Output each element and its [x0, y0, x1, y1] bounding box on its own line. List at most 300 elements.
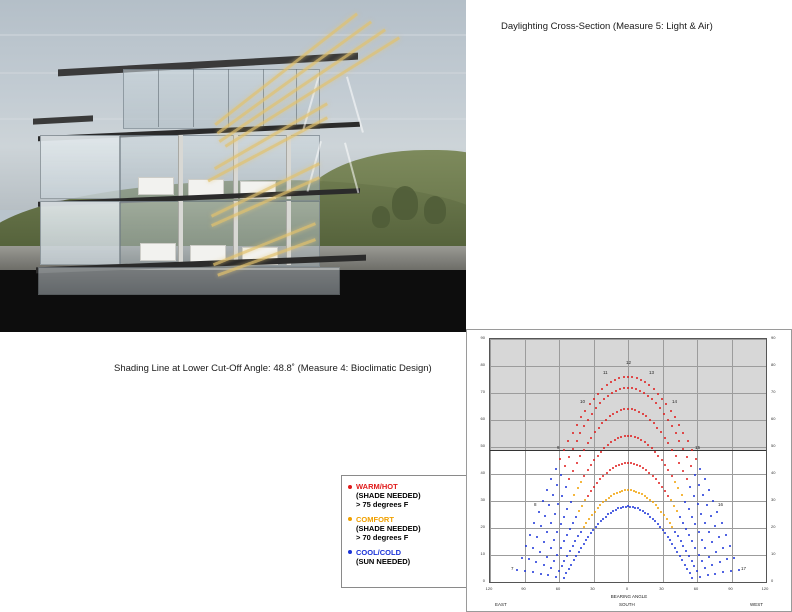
- sun-path-point: [574, 540, 576, 542]
- sun-path-point: [593, 398, 595, 400]
- sun-path-point: [563, 560, 565, 562]
- sun-path-point: [554, 513, 556, 515]
- legend-header: [348, 548, 462, 557]
- sun-path-point: [550, 567, 552, 569]
- sun-path-point: [657, 507, 659, 509]
- sun-path-point: [630, 462, 632, 464]
- sun-path-point: [602, 518, 604, 520]
- sun-path-point: [577, 487, 579, 489]
- sun-path-point: [725, 534, 727, 536]
- legend-header: [348, 515, 462, 524]
- legend-marker-icon: [348, 550, 352, 554]
- sun-path-point: [667, 419, 669, 421]
- sun-path-point: [671, 449, 673, 451]
- sun-path-point: [560, 523, 562, 525]
- sun-path-point: [590, 532, 592, 534]
- sun-path-point: [618, 464, 620, 466]
- gridline-vertical: [490, 339, 491, 582]
- sun-path-point: [681, 559, 683, 561]
- sun-path-point: [714, 573, 716, 575]
- y-tick-label-right: 50: [771, 443, 776, 448]
- sun-path-point: [612, 510, 614, 512]
- sun-path-point: [621, 463, 623, 465]
- sun-path-point: [711, 564, 713, 566]
- sun-path-point: [616, 411, 618, 413]
- sun-path-point: [699, 468, 701, 470]
- sun-path-point: [667, 495, 669, 497]
- sun-path-point: [568, 456, 570, 458]
- sun-path-point: [722, 571, 724, 573]
- y-tick-label-right: 90: [771, 335, 776, 340]
- legend-title: COOL/COLD: [356, 547, 401, 557]
- sun-path-point: [649, 419, 651, 421]
- sun-path-point: [716, 511, 718, 513]
- sun-path-point: [533, 522, 535, 524]
- sun-path-point: [624, 462, 626, 464]
- sky-streak: [0, 34, 466, 36]
- sun-path-point: [733, 557, 735, 559]
- sun-path-point: [543, 541, 545, 543]
- sun-path-point: [679, 555, 681, 557]
- sun-path-point: [570, 564, 572, 566]
- hour-label: 16: [718, 502, 724, 508]
- sun-path-point: [691, 560, 693, 562]
- legend: [341, 475, 468, 588]
- sun-path-point: [704, 567, 706, 569]
- sun-path-point: [613, 493, 615, 495]
- sun-path-point: [674, 481, 676, 483]
- sun-path-point: [644, 495, 646, 497]
- sun-path-point: [652, 501, 654, 503]
- sun-path-point: [546, 489, 548, 491]
- hour-label: 11: [603, 370, 608, 376]
- sun-path-point: [597, 507, 599, 509]
- sun-path-point: [536, 536, 538, 538]
- hour-label: 7: [511, 565, 514, 571]
- sun-path-point: [661, 459, 663, 461]
- sun-path-point: [563, 577, 565, 579]
- sun-path-point: [682, 522, 684, 524]
- sun-path-point: [708, 531, 710, 533]
- sun-path-point: [671, 475, 673, 477]
- y-tick-label-right: 30: [771, 497, 776, 502]
- tree: [372, 206, 390, 228]
- sun-path-point: [647, 395, 649, 397]
- sun-path-point: [651, 447, 653, 449]
- sun-path-point: [594, 511, 596, 513]
- sun-path-point: [660, 511, 662, 513]
- sun-path-point: [615, 390, 617, 392]
- sun-path-point: [681, 494, 683, 496]
- sun-path-point: [578, 510, 580, 512]
- gridline-vertical: [766, 339, 767, 582]
- sun-path-point: [555, 576, 557, 578]
- sun-path-point: [581, 505, 583, 507]
- sun-path-point: [674, 547, 676, 549]
- x-axis-title: BEARING ANGLE: [610, 594, 648, 599]
- sun-path-point: [698, 484, 700, 486]
- sun-path-point: [639, 390, 641, 392]
- y-tick-label-right: 70: [771, 389, 776, 394]
- sun-path-point: [542, 500, 544, 502]
- sun-path-point: [642, 467, 644, 469]
- hour-label: 10: [580, 399, 586, 405]
- sun-path-point: [583, 526, 585, 528]
- roof-slab-low: [33, 115, 93, 124]
- y-tick-label: 40: [480, 470, 485, 475]
- cutoff-angle-line: [490, 450, 766, 451]
- y-tick-label: 20: [480, 524, 485, 529]
- sun-path-point: [540, 525, 542, 527]
- sun-path-point: [698, 554, 700, 556]
- sun-path-point: [701, 560, 703, 562]
- sun-path-point: [610, 512, 612, 514]
- sun-path-point: [652, 475, 654, 477]
- y-tick-label-right: 10: [771, 551, 776, 556]
- sun-path-point: [721, 522, 723, 524]
- sun-path-point: [615, 465, 617, 467]
- sun-path-point: [524, 570, 526, 572]
- sun-path-point: [657, 523, 659, 525]
- sun-path-point: [688, 508, 690, 510]
- sun-path-point: [638, 492, 640, 494]
- legend-line1: (SUN NEEDED): [356, 556, 411, 566]
- sun-path-point: [649, 516, 651, 518]
- sun-path-point: [674, 531, 676, 533]
- sun-path-point: [640, 379, 642, 381]
- sun-path-point: [561, 495, 563, 497]
- sun-path-point: [516, 569, 518, 571]
- tree: [392, 186, 418, 220]
- sun-path-point: [738, 569, 740, 571]
- sun-path-point: [636, 377, 638, 379]
- sun-path-point: [577, 535, 579, 537]
- sun-path-point: [676, 551, 678, 553]
- sun-path-point: [543, 564, 545, 566]
- sun-path-point: [590, 490, 592, 492]
- hour-label: 12: [626, 360, 632, 366]
- sun-path-point: [605, 499, 607, 501]
- sun-path-point: [560, 474, 562, 476]
- sun-path-point: [633, 463, 635, 465]
- sun-path-point: [667, 469, 669, 471]
- sun-path-point: [532, 547, 534, 549]
- x-tick-label: 30: [590, 586, 595, 591]
- legend-line2: > 75 degrees F: [356, 500, 409, 510]
- legend-title: WARM/HOT: [356, 482, 398, 491]
- sun-path-point: [602, 501, 604, 503]
- sun-path-point: [661, 486, 663, 488]
- sun-path-point: [566, 508, 568, 510]
- sun-path-point: [572, 470, 574, 472]
- sun-path-point: [569, 550, 571, 552]
- sun-path-point: [686, 568, 688, 570]
- legend-line1: (SHADE NEEDED): [356, 491, 421, 500]
- y-tick-label-right: 0: [771, 578, 774, 583]
- sun-path-point: [580, 531, 582, 533]
- sun-path-point: [593, 486, 595, 488]
- sun-path-point: [575, 516, 577, 518]
- sun-path-point: [687, 440, 689, 442]
- sun-path-point: [570, 501, 572, 503]
- sun-path-point: [624, 489, 626, 491]
- sun-path-point: [691, 540, 693, 542]
- x-tick-label: 60: [693, 586, 699, 591]
- sun-path-point: [654, 520, 656, 522]
- sun-path-point: [658, 482, 660, 484]
- sun-path-point: [583, 543, 585, 545]
- sun-path-point: [548, 504, 550, 506]
- sun-path-point: [568, 478, 570, 480]
- sun-path-point: [610, 495, 612, 497]
- sun-path-point: [712, 500, 714, 502]
- hour-label: 15: [695, 444, 701, 450]
- legend-item-cool-cold: [348, 548, 462, 566]
- sun-path-point: [691, 577, 693, 579]
- sun-path-point: [680, 540, 682, 542]
- y-tick-label: 70: [480, 389, 485, 394]
- sun-path-point: [722, 547, 724, 549]
- sun-path-point: [701, 539, 703, 541]
- sun-path-point: [560, 547, 562, 549]
- sun-path-point: [566, 534, 568, 536]
- y-tick-label-right: 60: [771, 416, 776, 421]
- hour-label: 14: [672, 399, 678, 405]
- sun-path-point: [598, 427, 600, 429]
- sun-path-point: [688, 555, 690, 557]
- sun-path-point: [700, 513, 702, 515]
- sun-path-point: [573, 494, 575, 496]
- sun-path-point: [641, 493, 643, 495]
- sun-path-point: [679, 516, 681, 518]
- sun-path-point: [540, 573, 542, 575]
- sun-path-point: [556, 484, 558, 486]
- sun-path-point: [550, 547, 552, 549]
- gridline-horizontal: [490, 339, 766, 340]
- sun-path-point: [608, 497, 610, 499]
- sun-path-point: [675, 455, 677, 457]
- sun-path-point: [664, 437, 666, 439]
- sun-path-point: [704, 547, 706, 549]
- gridline-horizontal: [490, 366, 766, 367]
- sun-path-point: [576, 424, 578, 426]
- sun-path-point: [607, 395, 609, 397]
- chart-plot-area: [489, 338, 767, 583]
- sun-path-point: [655, 504, 657, 506]
- gridline-horizontal: [490, 393, 766, 394]
- sun-path-point: [627, 387, 629, 389]
- sun-path-point: [677, 487, 679, 489]
- sun-path-point: [634, 436, 636, 438]
- sun-path-point: [605, 419, 607, 421]
- sun-path-point: [607, 444, 609, 446]
- sun-path-point: [639, 465, 641, 467]
- sun-path-point: [617, 507, 619, 509]
- sun-path-point: [704, 478, 706, 480]
- sun-path-point: [564, 465, 566, 467]
- legend-line1: (SHADE NEEDED): [356, 523, 421, 533]
- sun-path-point: [555, 468, 557, 470]
- sun-path-point: [689, 486, 691, 488]
- sun-path-point: [676, 510, 678, 512]
- sun-path-point: [726, 558, 728, 560]
- sun-path-point: [715, 551, 717, 553]
- level2-wall: [40, 201, 120, 265]
- sun-path-point: [638, 411, 640, 413]
- sun-path-point: [663, 514, 665, 516]
- y-tick-label-right: 20: [771, 524, 776, 529]
- sun-path-point: [661, 398, 663, 400]
- legend-line2: > 70 degrees F: [356, 533, 409, 543]
- sun-path-point: [698, 531, 700, 533]
- sun-path-point: [664, 532, 666, 534]
- sun-path-point: [690, 465, 692, 467]
- sun-path-point: [635, 388, 637, 390]
- sun-path-point: [588, 518, 590, 520]
- sun-path-point: [580, 547, 582, 549]
- sun-path-point: [636, 464, 638, 466]
- sun-path-point: [622, 506, 624, 508]
- hour-label: 13: [649, 370, 655, 376]
- sun-path-point: [707, 574, 709, 576]
- sun-path-point: [684, 564, 686, 566]
- x-tick-label: 0: [625, 586, 629, 591]
- shading-caption: Shading Line at Lower Cut-Off Angle: 48.8˚ (Measure 4: Bioclimatic Design): [114, 363, 432, 374]
- x-tick-label: 120: [485, 586, 493, 591]
- sun-path-point: [572, 448, 574, 450]
- x-tick-label: 90: [521, 586, 526, 591]
- sun-path-point: [663, 413, 665, 415]
- compass-east: EAST: [495, 602, 507, 607]
- sun-path-point: [529, 534, 531, 536]
- sun-path-point: [587, 536, 589, 538]
- sun-path-point: [569, 528, 571, 530]
- sun-path-point: [702, 494, 704, 496]
- sun-path-point: [609, 469, 611, 471]
- sun-path-point: [693, 495, 695, 497]
- sun-path-point: [616, 492, 618, 494]
- gridline-vertical: [663, 339, 664, 582]
- sun-path-point: [544, 515, 546, 517]
- sun-path-point: [643, 392, 645, 394]
- sun-path-point: [563, 516, 565, 518]
- sun-path-point: [644, 512, 646, 514]
- sun-path-point: [539, 551, 541, 553]
- legend-title: COMFORT: [356, 514, 394, 524]
- ground-level-wall: [38, 267, 340, 295]
- sun-path-point: [550, 478, 552, 480]
- sun-path-point: [664, 490, 666, 492]
- sun-path-point: [597, 455, 599, 457]
- sun-path-point: [653, 388, 655, 390]
- sun-path-point: [704, 522, 706, 524]
- sun-path-point: [691, 449, 693, 451]
- tree: [424, 196, 446, 224]
- sun-path-point: [730, 570, 732, 572]
- sun-path-point: [572, 522, 574, 524]
- sun-path-point: [573, 559, 575, 561]
- building-section: [28, 45, 373, 280]
- sun-path-point: [675, 432, 677, 434]
- sun-path-point: [619, 388, 621, 390]
- legend-item-comfort: [348, 515, 462, 543]
- sun-path-point: [565, 486, 567, 488]
- x-tick-label: 60: [555, 586, 561, 591]
- sun-path-point: [671, 543, 673, 545]
- sun-path-point: [566, 555, 568, 557]
- sun-path-point: [686, 456, 688, 458]
- x-tick-label: 120: [761, 586, 769, 591]
- sun-path-point: [619, 491, 621, 493]
- sun-path-point: [684, 501, 686, 503]
- daylighting-rendering: [0, 0, 466, 332]
- legend-marker-icon: [348, 517, 352, 521]
- sun-path-point: [657, 455, 659, 457]
- sun-path-chart: [466, 329, 792, 612]
- sun-path-point: [714, 525, 716, 527]
- sun-path-point: [579, 455, 581, 457]
- sun-path-point: [711, 541, 713, 543]
- sun-path-point: [623, 376, 625, 378]
- y-tick-label: 50: [480, 443, 485, 448]
- sun-path-point: [655, 478, 657, 480]
- sun-path-point: [678, 462, 680, 464]
- sun-path-point: [662, 529, 664, 531]
- sun-path-point: [710, 515, 712, 517]
- sun-path-point: [686, 478, 688, 480]
- sun-path-point: [585, 522, 587, 524]
- sun-path-point: [611, 392, 613, 394]
- sun-path-point: [597, 523, 599, 525]
- sun-path-point: [631, 387, 633, 389]
- sun-path-point: [642, 413, 644, 415]
- sun-path-point: [614, 439, 616, 441]
- gridline-horizontal: [490, 528, 766, 529]
- sun-path-point: [600, 451, 602, 453]
- sun-path-point: [719, 561, 721, 563]
- sun-path-point: [671, 425, 673, 427]
- sun-path-point: [602, 475, 604, 477]
- sun-path-point: [572, 432, 574, 434]
- y-tick-label: 10: [480, 551, 485, 556]
- sun-path-point: [627, 376, 629, 378]
- y-tick-label: 80: [480, 362, 485, 367]
- sun-path-point: [693, 565, 695, 567]
- gridline-horizontal: [490, 582, 766, 583]
- gridline-horizontal: [490, 420, 766, 421]
- hour-label: 8: [534, 502, 537, 508]
- sun-path-point: [664, 464, 666, 466]
- sun-path-point: [667, 536, 669, 538]
- sun-path-point: [606, 472, 608, 474]
- furniture: [140, 243, 176, 261]
- gridline-vertical: [559, 339, 560, 582]
- gridline-horizontal: [490, 474, 766, 475]
- hour-label: 9: [557, 444, 560, 450]
- sun-path-point: [623, 387, 625, 389]
- sun-path-point: [576, 440, 578, 442]
- sun-path-point: [621, 490, 623, 492]
- sun-path-point: [694, 523, 696, 525]
- sun-path-point: [669, 539, 671, 541]
- sun-path-point: [669, 522, 671, 524]
- sun-path-point: [583, 475, 585, 477]
- gridline-horizontal: [490, 501, 766, 502]
- daylighting-caption: Daylighting Cross-Section (Measure 5: Light & Air): [501, 21, 713, 32]
- sun-path-point: [528, 558, 530, 560]
- sun-path-point: [699, 576, 701, 578]
- sun-path-point: [553, 539, 555, 541]
